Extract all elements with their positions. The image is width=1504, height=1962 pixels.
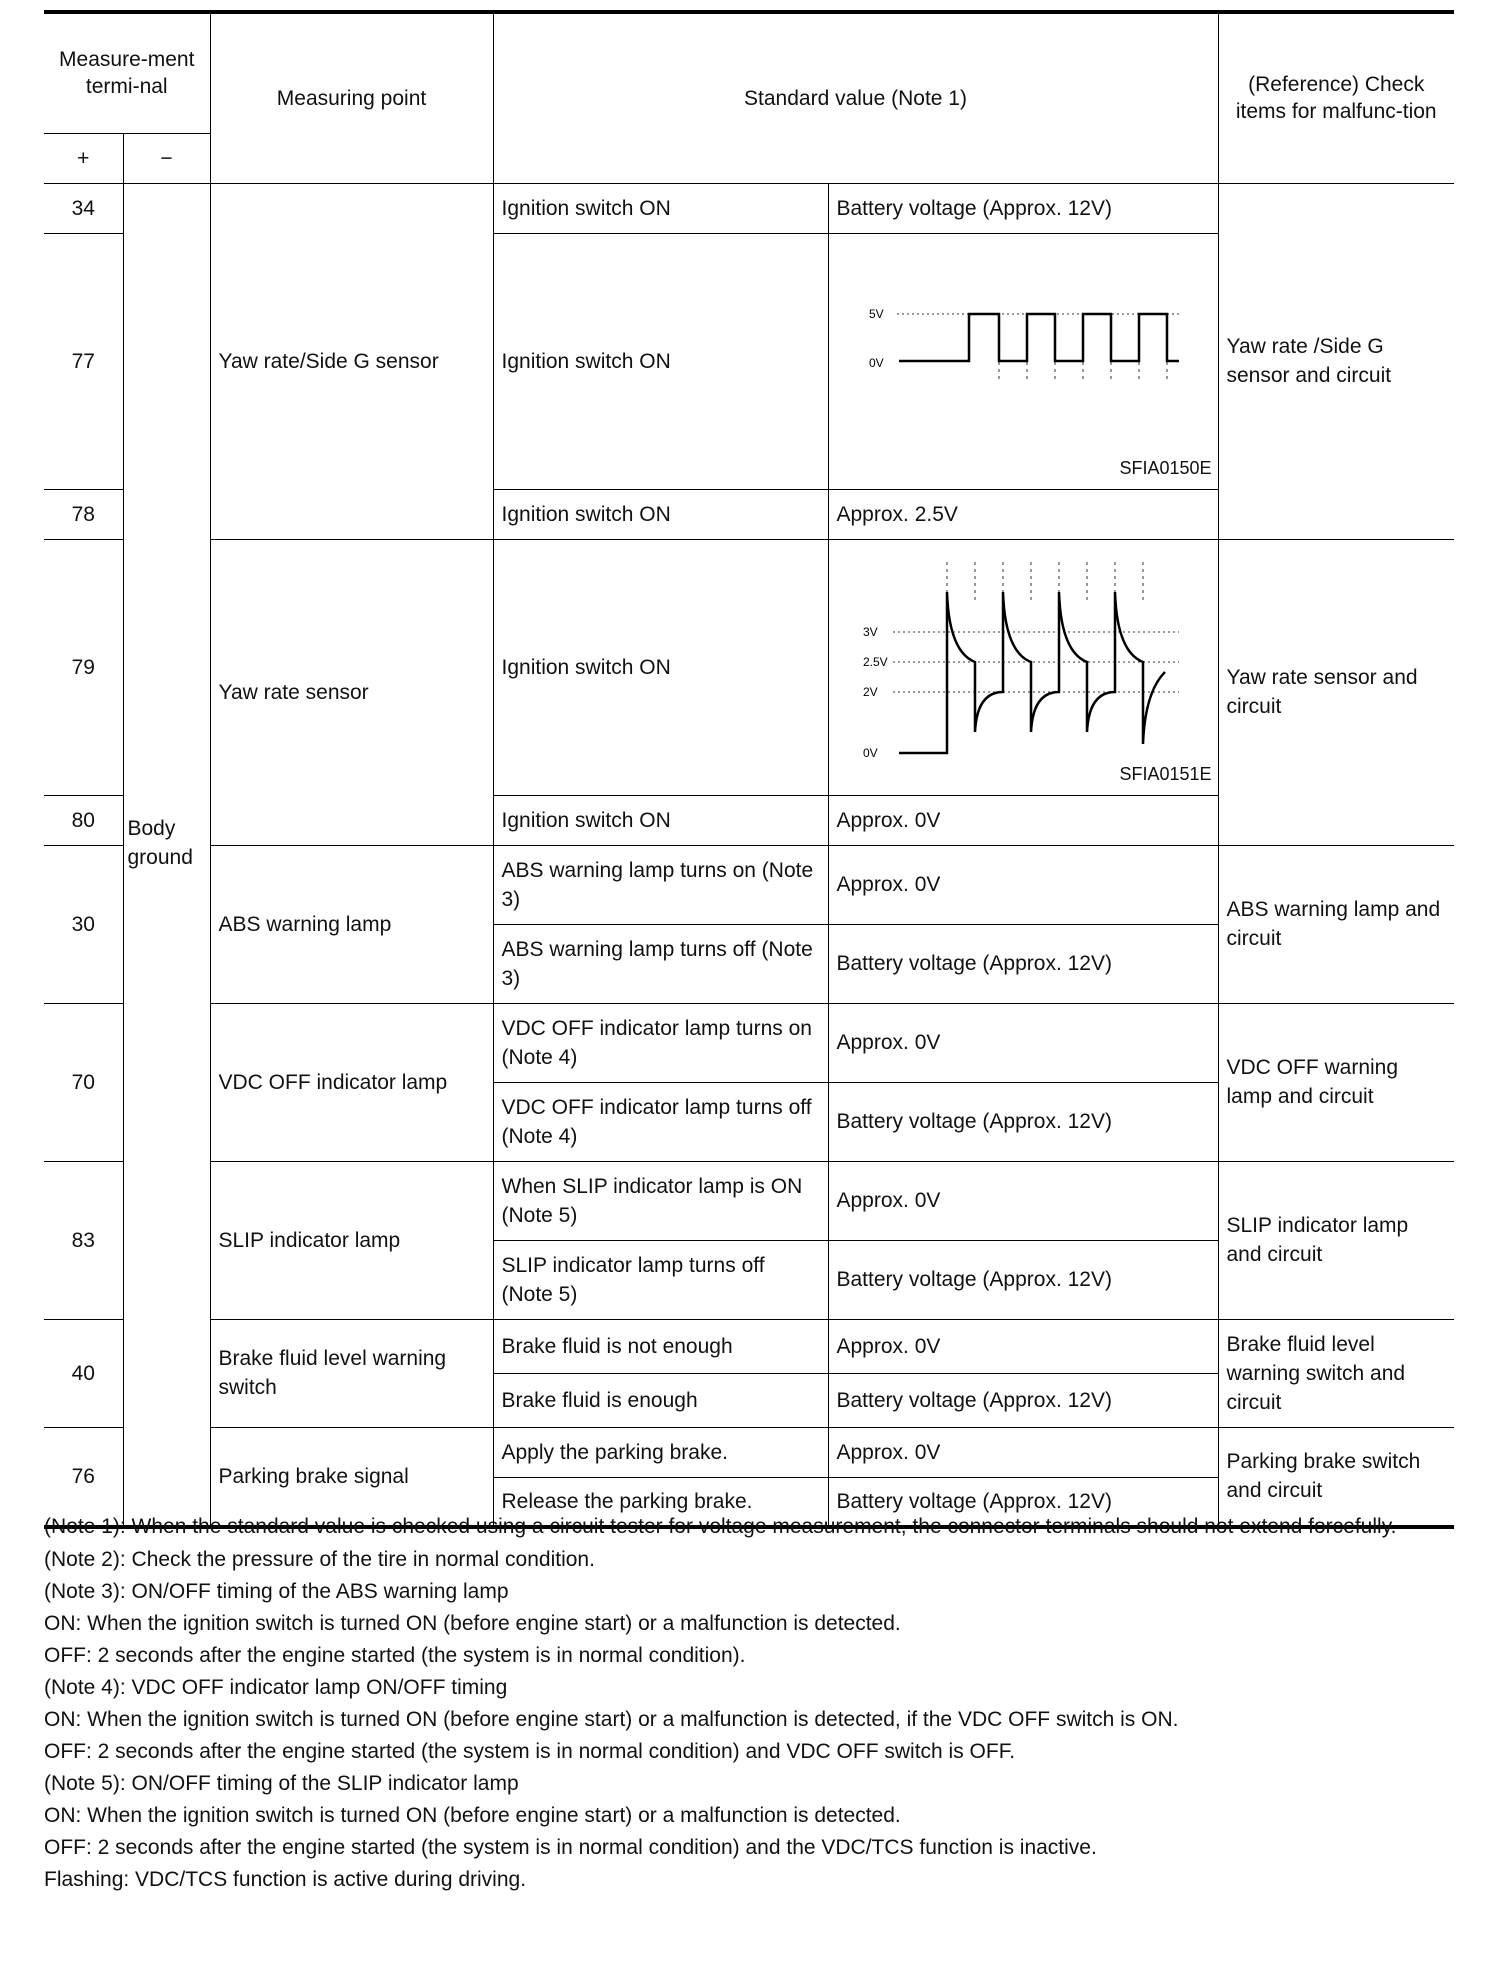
standard-value: Battery voltage (Approx. 12V) <box>828 1477 1218 1527</box>
standard-value: Approx. 0V <box>828 1161 1218 1240</box>
condition: Ignition switch ON <box>493 233 828 489</box>
terminal-spec-sheet <box>44 10 1454 1529</box>
wave-ref-lines <box>893 632 1179 692</box>
note-3: (Note 3): ON/OFF timing of the ABS warning lamp <box>44 1580 509 1603</box>
ground-terminal <box>123 183 210 1527</box>
header-plus: + <box>44 133 123 183</box>
condition: VDC OFF indicator lamp turns off (Note 4) <box>493 1082 828 1161</box>
condition: Brake fluid is enough <box>493 1373 828 1427</box>
check-item: Yaw rate /Side G sensor and circuit <box>1218 183 1454 539</box>
note-3-on: ON: When the ignition switch is turned ON (before engine start) or a malfunction is detected. <box>44 1612 901 1635</box>
note-5-flashing: Flashing: VDC/TCS function is active during driving. <box>44 1868 527 1891</box>
measuring-point: Parking brake signal <box>210 1427 493 1527</box>
check-item: ABS warning lamp and circuit <box>1218 845 1454 1003</box>
figure-id: SFIA0150E <box>1119 457 1212 478</box>
measuring-point: SLIP indicator lamp <box>210 1161 493 1319</box>
wave-label-5v: 5V <box>868 307 884 321</box>
condition: Ignition switch ON <box>493 539 828 795</box>
terminal-number: 78 <box>44 489 123 539</box>
table-row <box>44 1427 1454 1477</box>
condition: Ignition switch ON <box>493 183 828 233</box>
standard-value: Approx. 0V <box>828 1003 1218 1082</box>
standard-value: Approx. 0V <box>828 795 1218 845</box>
wave-grid <box>947 562 1143 600</box>
terminal-number: 76 <box>44 1427 123 1527</box>
measuring-point: Brake fluid level warning switch <box>210 1319 493 1427</box>
wave-label-0v: 0V <box>868 356 884 370</box>
note-3-off: OFF: 2 seconds after the engine started (the system is in normal condition). <box>44 1644 746 1667</box>
check-item: VDC OFF warning lamp and circuit <box>1218 1003 1454 1161</box>
standard-value: Approx. 2.5V <box>828 489 1218 539</box>
ground-label: Body ground <box>127 816 193 869</box>
terminal-number: 79 <box>44 539 123 795</box>
check-item: Brake fluid level warning switch and circuit <box>1218 1319 1454 1427</box>
condition: SLIP indicator lamp turns off (Note 5) <box>493 1240 828 1319</box>
standard-value: Battery voltage (Approx. 12V) <box>828 1373 1218 1427</box>
condition: ABS warning lamp turns off (Note 3) <box>493 924 828 1003</box>
note-2: (Note 2): Check the pressure of the tire in normal condition. <box>44 1548 595 1571</box>
terminal-number: 83 <box>44 1161 123 1319</box>
standard-value: Battery voltage (Approx. 12V) <box>828 924 1218 1003</box>
terminal-number: 70 <box>44 1003 123 1161</box>
wave-label-2v: 2V <box>862 685 878 699</box>
terminal-spec-table <box>44 10 1454 1529</box>
wave-label-0v: 0V <box>862 746 878 760</box>
condition: Ignition switch ON <box>493 795 828 845</box>
spike-waveform <box>829 540 1217 794</box>
terminal-number: 77 <box>44 233 123 489</box>
table-row <box>44 1161 1454 1240</box>
note-4-off: OFF: 2 seconds after the engine started (the system is in normal condition) and VDC OFF switch is OFF. <box>44 1740 1016 1763</box>
condition: ABS warning lamp turns on (Note 3) <box>493 845 828 924</box>
header-standard-value: Standard value (Note 1) <box>493 12 1218 183</box>
table-row <box>44 1319 1454 1373</box>
condition: Ignition switch ON <box>493 489 828 539</box>
condition: Apply the parking brake. <box>493 1427 828 1477</box>
table-row <box>44 1003 1454 1082</box>
standard-value: Approx. 0V <box>828 1319 1218 1373</box>
condition: Release the parking brake. <box>493 1477 828 1527</box>
note-1: (Note 1): When the standard value is checked using a circuit tester for voltage measurement, the connector terminals should not extend forcefully. <box>44 1515 1397 1538</box>
wave-grid <box>999 362 1167 382</box>
table-row <box>44 183 1454 233</box>
table-row <box>44 539 1454 795</box>
spike-trace <box>899 592 1165 753</box>
header-terminal: Measure-ment termi-nal <box>44 12 210 133</box>
figure-id: SFIA0151E <box>1119 763 1212 784</box>
wave-label-3v: 3V <box>862 625 878 639</box>
waveform-cell <box>828 539 1218 795</box>
header-measuring-point: Measuring point <box>210 12 493 183</box>
standard-value: Approx. 0V <box>828 845 1218 924</box>
note-5-off: OFF: 2 seconds after the engine started (the system is in normal condition) and the VDC/TCS function is inactive. <box>44 1836 1097 1859</box>
standard-value: Battery voltage (Approx. 12V) <box>828 1082 1218 1161</box>
note-4: (Note 4): VDC OFF indicator lamp ON/OFF timing <box>44 1676 508 1699</box>
wave-label-2-5v: 2.5V <box>862 655 888 669</box>
check-item: Yaw rate sensor and circuit <box>1218 539 1454 845</box>
terminal-number: 30 <box>44 845 123 1003</box>
terminal-number: 34 <box>44 183 123 233</box>
note-5: (Note 5): ON/OFF timing of the SLIP indicator lamp <box>44 1772 519 1795</box>
condition: VDC OFF indicator lamp turns on (Note 4) <box>493 1003 828 1082</box>
note-5-on: ON: When the ignition switch is turned ON (before engine start) or a malfunction is detected. <box>44 1804 901 1827</box>
measuring-point: Yaw rate/Side G sensor <box>210 183 493 539</box>
terminal-number: 80 <box>44 795 123 845</box>
condition: Brake fluid is not enough <box>493 1319 828 1373</box>
notes-section <box>44 1514 1454 1896</box>
measuring-point: Yaw rate sensor <box>210 539 493 845</box>
note-4-on: ON: When the ignition switch is turned ON (before engine start) or a malfunction is detected, if the VDC OFF switch is ON. <box>44 1708 1179 1731</box>
measuring-point: ABS warning lamp <box>210 845 493 1003</box>
header-check-items: (Reference) Check items for malfunc-tion <box>1218 12 1454 183</box>
waveform-cell <box>828 233 1218 489</box>
pulse-waveform <box>829 234 1217 488</box>
condition: When SLIP indicator lamp is ON (Note 5) <box>493 1161 828 1240</box>
table-row <box>44 845 1454 924</box>
check-item: Parking brake switch and circuit <box>1218 1427 1454 1527</box>
measuring-point: VDC OFF indicator lamp <box>210 1003 493 1161</box>
check-item: SLIP indicator lamp and circuit <box>1218 1161 1454 1319</box>
header-minus: − <box>123 133 210 183</box>
standard-value: Battery voltage (Approx. 12V) <box>828 183 1218 233</box>
terminal-number: 40 <box>44 1319 123 1427</box>
standard-value: Approx. 0V <box>828 1427 1218 1477</box>
pulse-trace <box>899 314 1179 361</box>
standard-value: Battery voltage (Approx. 12V) <box>828 1240 1218 1319</box>
